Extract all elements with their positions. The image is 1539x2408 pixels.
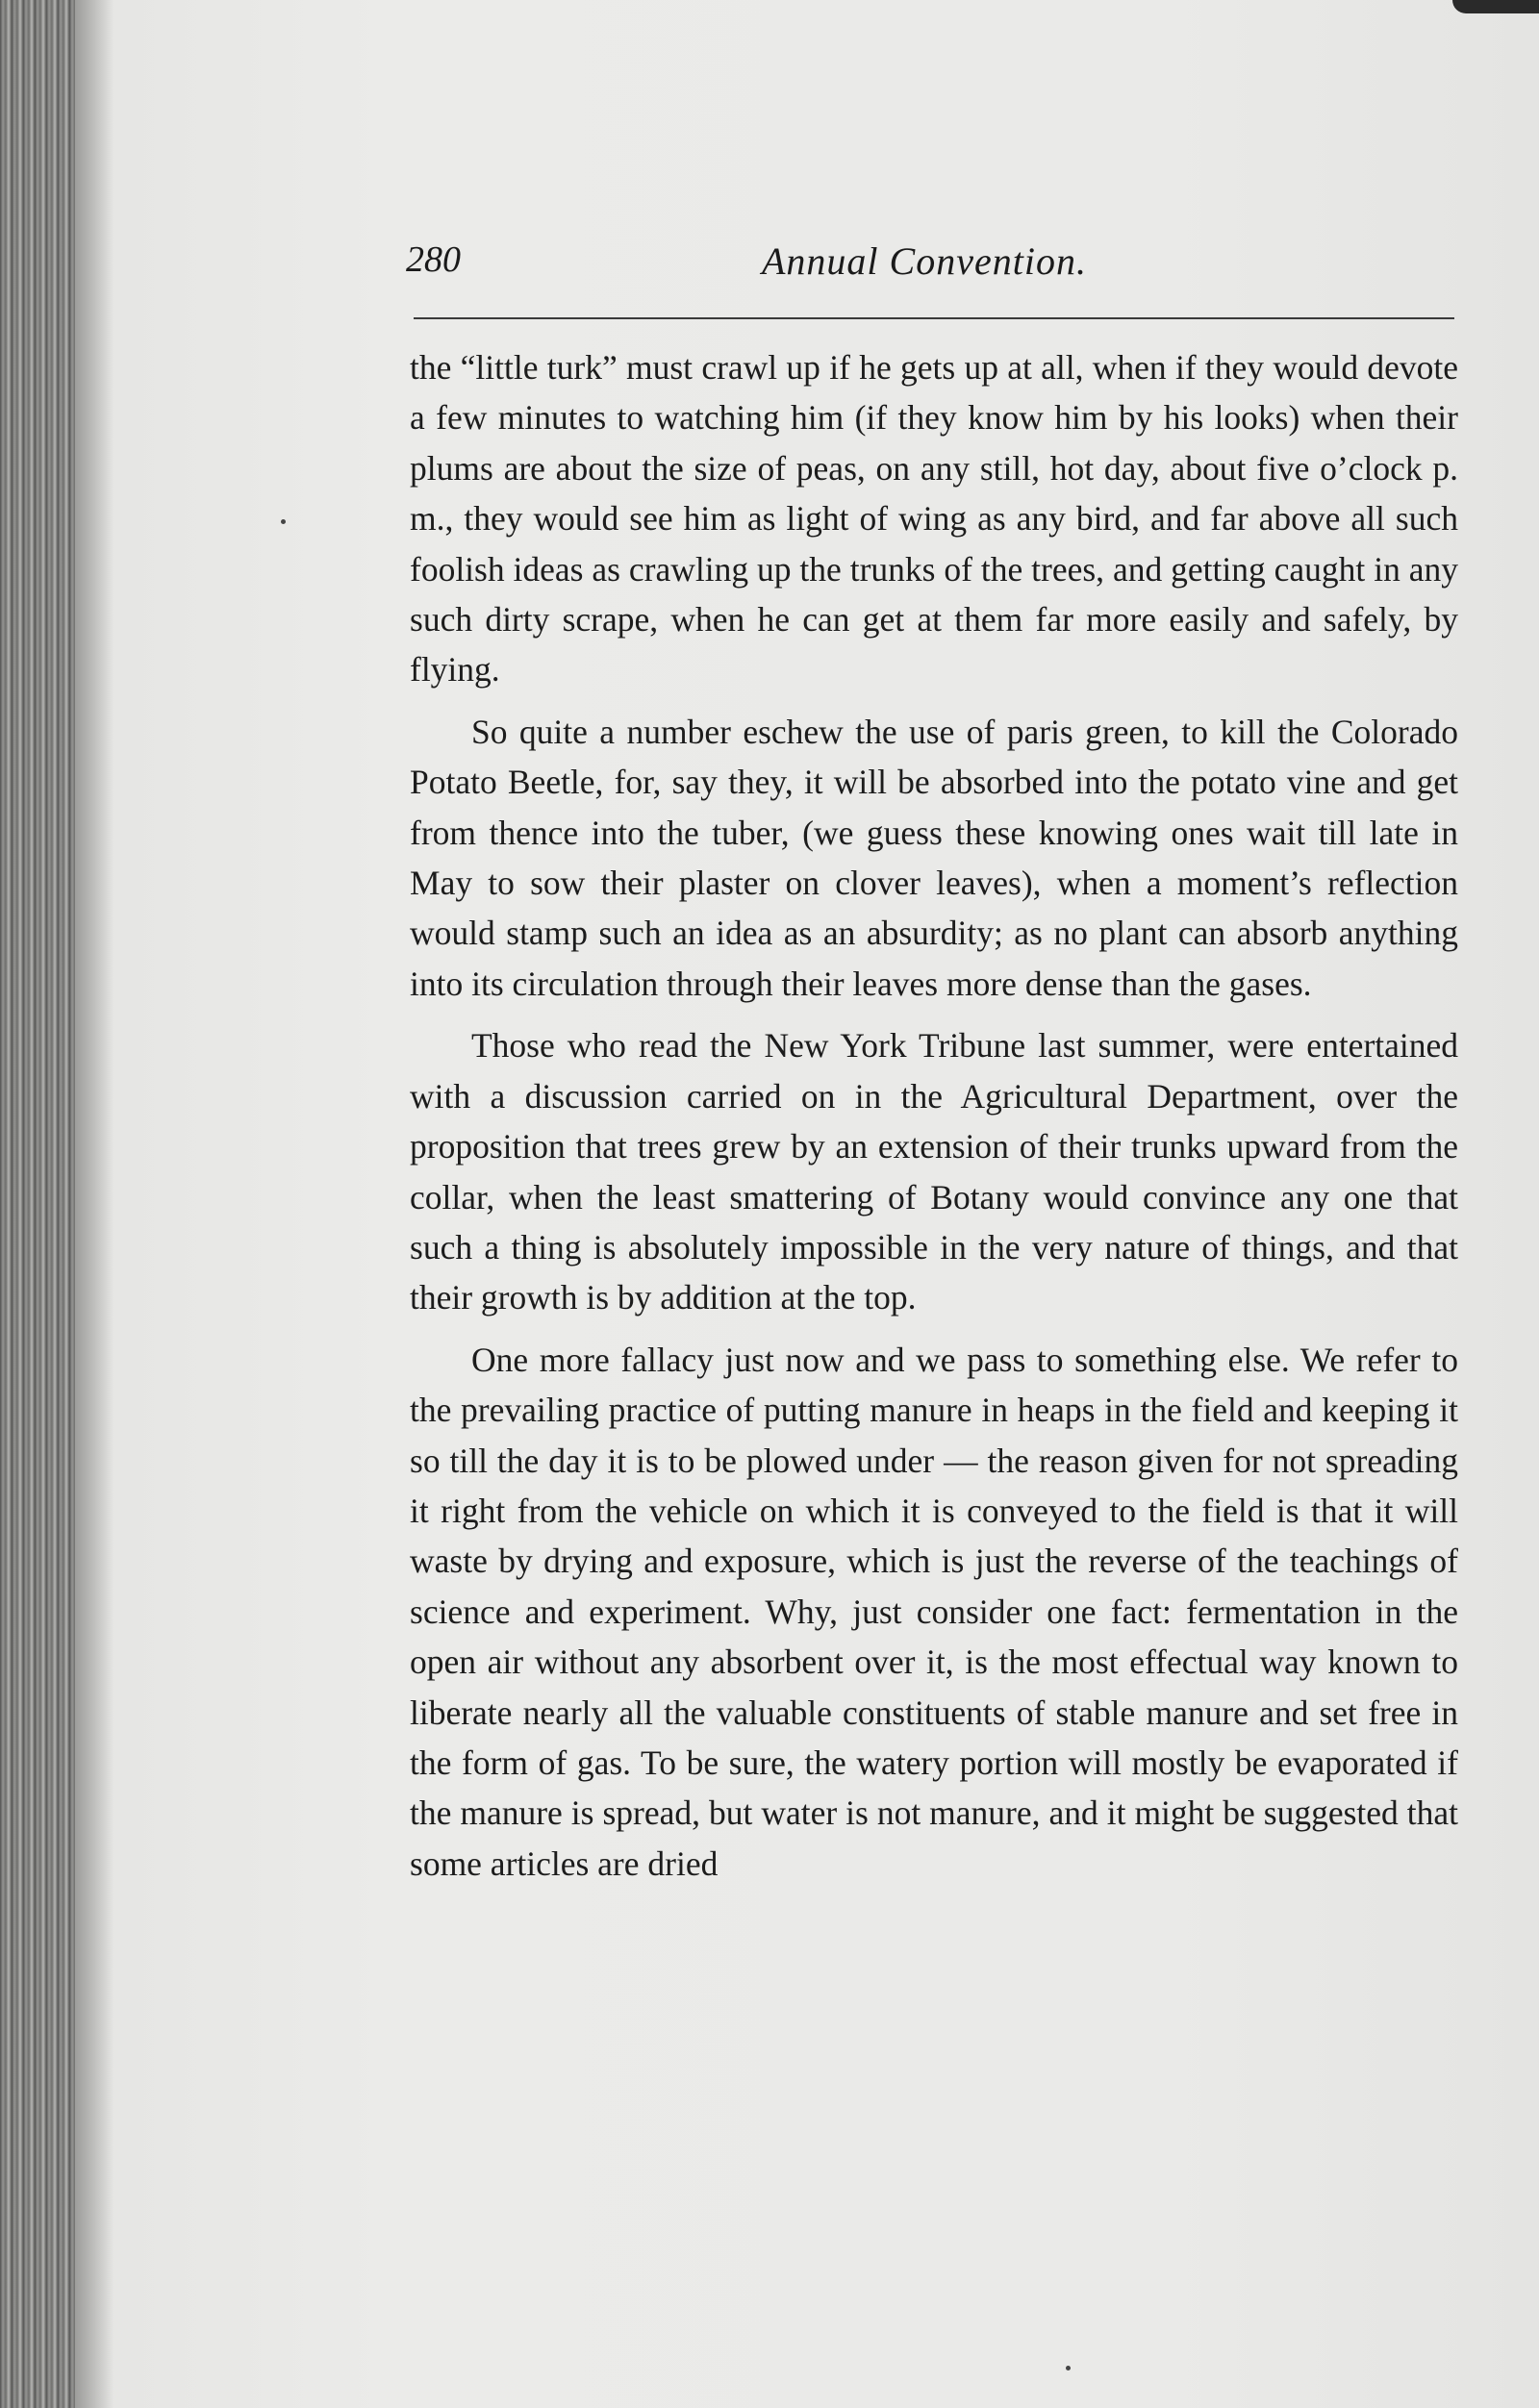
- body-text: [410, 342, 1458, 1900]
- paragraph-1: the “little turk” must crawl up if he gets up at all, when if they would devote a few minutes to watching him (if they know him by his looks) when their plums are about the size of peas, on any still, hot day, about five o’clock p. m., they would see him as light of wing as any bird, and far above all such foolish ideas as crawling up the trunks of the trees, and getting caught in any such dirty scrape, when he can get at them far more easily and safely, by flying.: [410, 348, 1458, 690]
- header-rule: [414, 317, 1454, 319]
- paper-speck: [281, 519, 286, 524]
- running-head: Annual Convention.: [762, 239, 1087, 283]
- paragraph-4: One more fallacy just now and we pass to something else. We refer to the prevailing practice of putting manure in heaps in the field and keeping it so till the day it is to be plowed under — the reason given for not spreading it right from the vehicle on which it is conveyed to the field is that it will waste by drying and exposure, which is just the reverse of the teachings of science and experiment. Why, just consider one fact: fermentation in the open air without any absorbent over it, is the most effectual way known to liberate nearly all the valuable constituents of stable manure and set free in the form of gas. To be sure, the watery portion will mostly be evaporated if the manure is spread, but water is not manure, and it might be suggested that some articles are dried: [410, 1340, 1458, 1883]
- paper-speck: [1066, 2366, 1071, 2370]
- page-number: 280: [406, 239, 461, 280]
- book-spine: [0, 0, 75, 2408]
- paragraph-3: Those who read the New York Tribune last summer, were entertained with a discussion carried on in the Agricultural Department, over the proposition that trees grew by an extension of their trunks upward from the collar, when the least smattering of Botany would convince any one that such a thing is absolutely impossible in the very nature of things, and that their growth is by addition at the top.: [410, 1026, 1458, 1317]
- page-header: [406, 238, 1454, 292]
- corner-mark: [1452, 0, 1539, 13]
- paragraph-2: So quite a number eschew the use of paris green, to kill the Colorado Potato Beetle, for, say they, it will be absorbed into the potato vine and get from thence into the tuber, (we guess these knowing ones wait till late in May to sow their plaster on clover leaves), when a moment’s reflection would stamp such an idea as an absurdity; as no plant can absorb anything into its circulation through their leaves more dense than the gases.: [410, 712, 1458, 1003]
- spine-shadow: [75, 0, 114, 2408]
